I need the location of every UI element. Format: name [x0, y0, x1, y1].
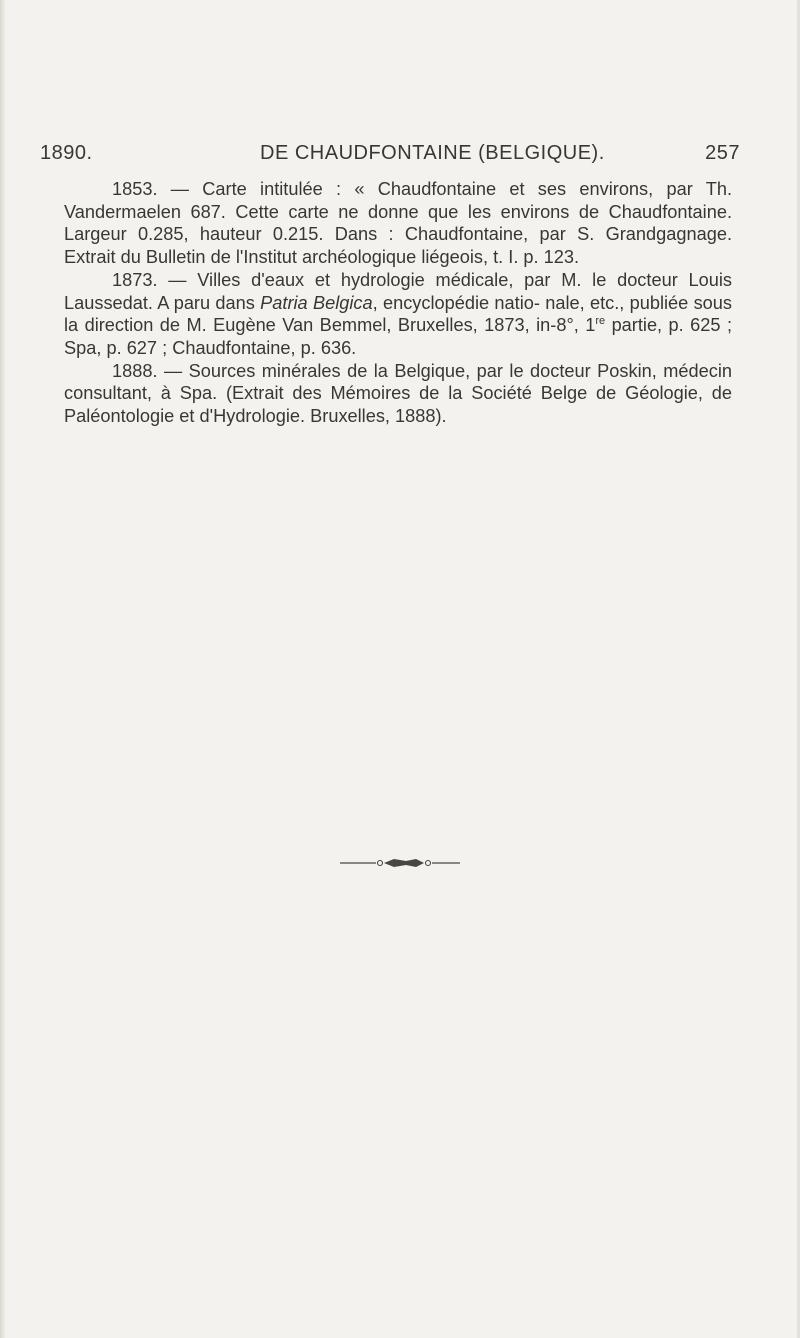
- entry-1873-text-middle: , encyclopédie natio- nale, etc., publiée sous la direction de M. Eugène Van Bemmel, Bruxelles, 1873, in-8°, 1: [64, 292, 732, 336]
- entry-1873-superscript: re: [595, 315, 606, 328]
- entry-1873: [64, 269, 732, 360]
- entry-1873-text-end: partie, p. 625 ; Spa, p. 627 ; Chaudfontaine, p. 636.: [64, 315, 732, 358]
- running-head: [40, 142, 740, 170]
- entry-1873-italic-title: Patria Belgica: [260, 292, 373, 313]
- page-number: 257: [705, 142, 740, 164]
- tail-piece-ornament: [340, 856, 460, 870]
- entry-1853: 1853. — Carte intitulée : « Chaudfontaine et ses environs, par Th. Vandermaelen 687. Cette carte ne donne que les environs de Chaudfontaine. Largeur 0.285, hauteur 0.215. Dans : Chaudfontaine, par S. Grandgagnage. Extrait du Bulletin de l'Institut archéologique liégeois, t. I. p. 123.: [64, 179, 732, 268]
- header-year: 1890.: [40, 142, 93, 164]
- bibliography-entries: [64, 178, 732, 428]
- entry-1873-text-start: 1873. — Villes d'eaux et hydrologie médicale, par M. le docteur Louis Laussedat. A paru dans: [64, 269, 732, 313]
- entry-1888: 1888. — Sources minérales de la Belgique, par le docteur Poskin, médecin consultant, à Spa. (Extrait des Mémoires de la Société Belge de Géologie, de Paléontologie et d'Hydrologie. Bruxelles, 1888).: [64, 360, 732, 427]
- page-edge-shadow: [0, 0, 6, 1338]
- header-title: DE CHAUDFONTAINE (BELGIQUE).: [260, 142, 605, 164]
